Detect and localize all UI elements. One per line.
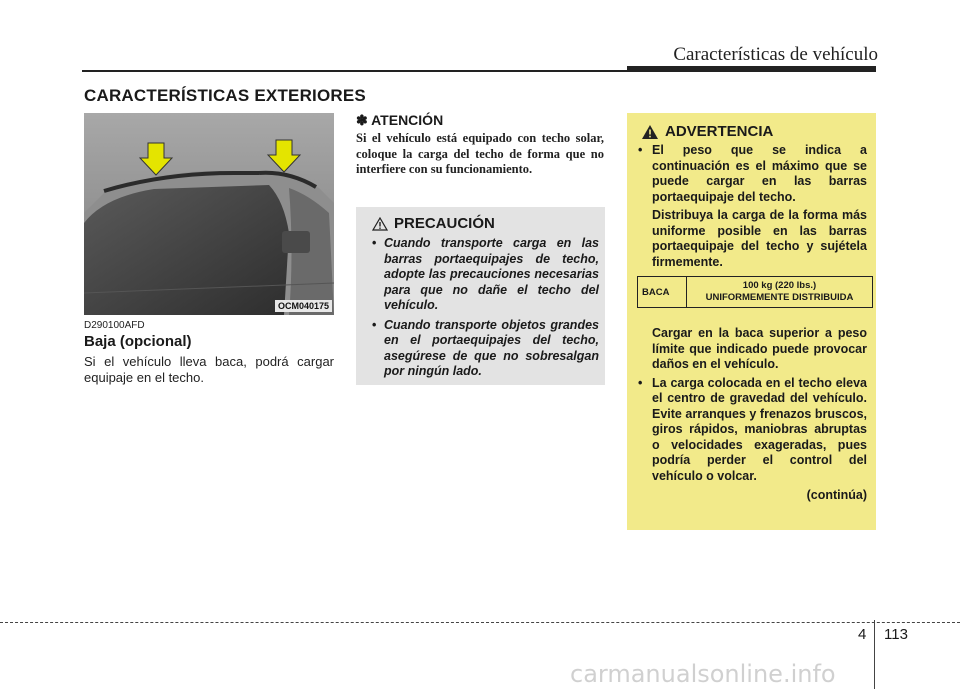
attention-symbol-icon: ✽ <box>356 112 368 128</box>
attention-heading <box>356 112 443 129</box>
attention-title: ATENCIÓN <box>371 112 444 128</box>
watermark: carmanualsonline.info <box>570 660 836 688</box>
table-row <box>638 277 873 308</box>
roof-rack-description: Si el vehículo lleva baca, podrá cargar equipaje en el techo. <box>84 354 334 385</box>
warning-title: ADVERTENCIA <box>665 123 774 140</box>
caution-header <box>372 215 599 232</box>
warning-box <box>627 113 876 530</box>
caution-item: • Cuando transporte objetos grandes en el portaequipajes del techo, asegúrese de que no sobresalgan por ningún lado. <box>372 318 599 380</box>
load-value-weight: 100 kg (220 lbs.) <box>742 280 817 291</box>
load-value-distribution: UNIFORMEMENTE DISTRIBUIDA <box>705 292 854 303</box>
roof-rack-photo <box>84 113 334 315</box>
load-value-cell <box>687 277 873 308</box>
caution-item: • Cuando transporte carga en las barras portaequipajes de techo, adopte las precauciones necesarias para que no dañe el techo del vehículo. <box>372 236 599 314</box>
running-header-title: Características de vehículo <box>673 44 878 65</box>
caution-title: PRECAUCIÓN <box>394 215 495 232</box>
subsection-title: Baja (opcional) <box>84 333 192 350</box>
caution-triangle-icon <box>372 217 388 231</box>
section-code: D290100AFD <box>84 320 145 331</box>
caution-box <box>356 207 605 385</box>
load-limit-table <box>637 276 873 308</box>
photo-code: OCM040175 <box>275 300 332 312</box>
warning-triangle-icon <box>641 124 659 140</box>
header-rule-accent <box>627 66 876 72</box>
warning-bullet-1: • El peso que se indica a continuación es el máximo que se puede cargar en las barras portaequipaje del techo. <box>635 143 867 205</box>
warning-paragraph-1: Distribuya la carga de la forma más uniforme posible en las barras portaequipaje del techo y sujétela firmemente. <box>652 208 867 269</box>
footer-rule <box>0 622 960 623</box>
caution-list <box>372 236 599 380</box>
page-number-divider <box>874 620 875 689</box>
warning-paragraph-2: Cargar en la baca superior a peso límite que indicado puede provocar daños en el vehículo. <box>652 326 867 371</box>
section-title: CARACTERÍSTICAS EXTERIORES <box>84 86 366 105</box>
warning-bullet-2: • La carga colocada en el techo eleva el centro de gravedad del vehículo. Evite arranques y frenazos bruscos, giros rápidos, maniobras abruptas o velocidades exageradas, pues podría perder el control del vehículo o volcar. <box>635 376 867 485</box>
load-label-cell: BACA <box>638 277 687 308</box>
page-number: 113 <box>884 626 908 643</box>
continues-label: (continúa) <box>806 488 867 502</box>
car-roof-illustration <box>84 113 334 315</box>
attention-text: Si el vehículo está equipado con techo solar, coloque la carga del techo de forma que no interfiere con su funcionamiento. <box>356 131 604 176</box>
chapter-number: 4 <box>858 626 867 643</box>
warning-header <box>641 123 867 140</box>
